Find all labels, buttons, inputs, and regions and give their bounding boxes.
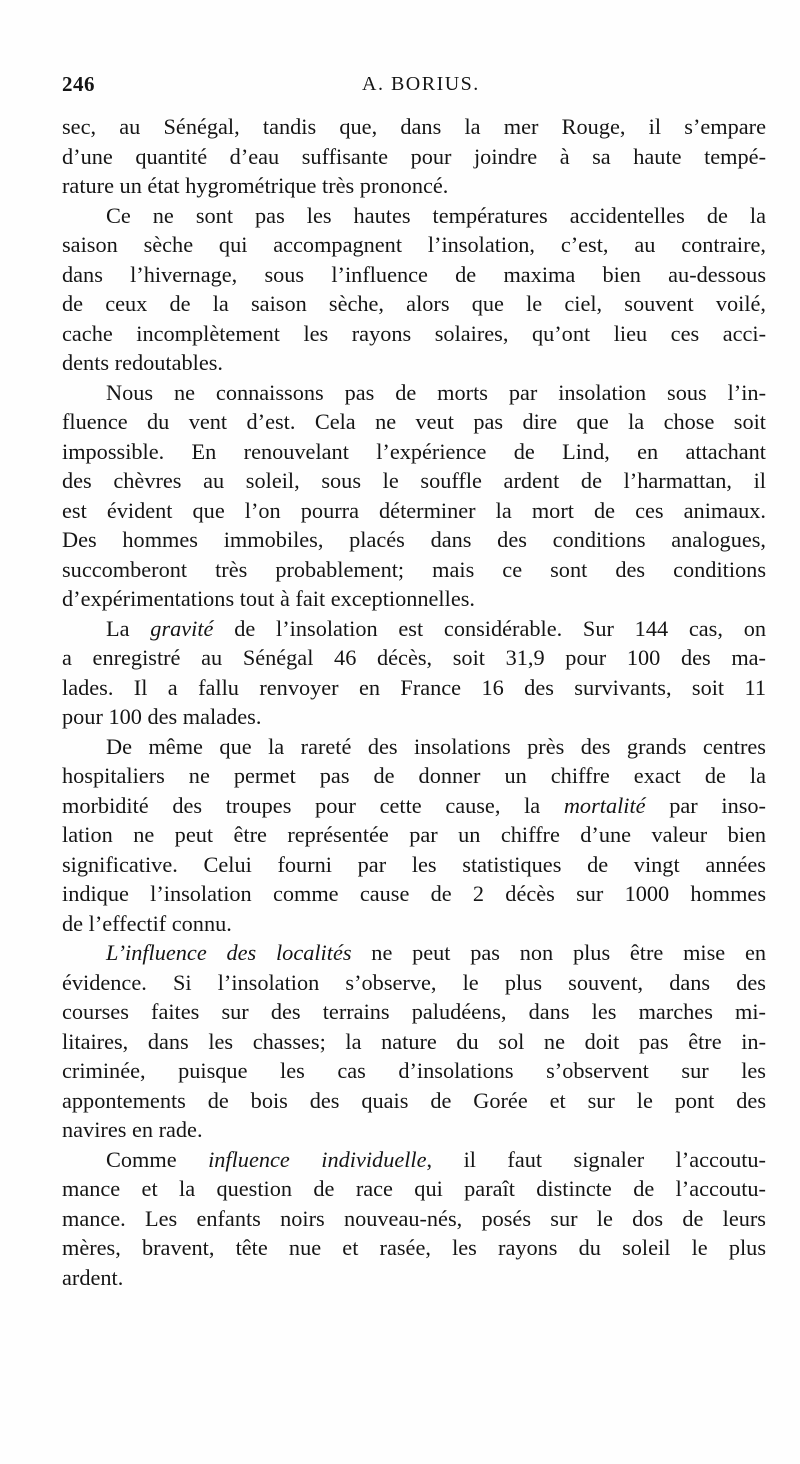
page-number: 246 bbox=[62, 72, 95, 96]
text-line: cache incomplètement les rayons solaires, qu’ont lieu ces acci- bbox=[62, 320, 766, 346]
text-line: De même que la rareté des insolations près des grands centres bbox=[106, 733, 766, 759]
text-line: appontements de bois des quais de Gorée et sur le pont des bbox=[62, 1087, 766, 1113]
text-line: impossible. En renouvelant l’expérience de Lind, en attachant bbox=[62, 438, 766, 464]
page-header bbox=[62, 72, 738, 108]
text-line: fluence du vent d’est. Cela ne veut pas dire que la chose soit bbox=[62, 409, 766, 434]
paragraph bbox=[62, 112, 766, 201]
body-text bbox=[62, 112, 766, 1292]
running-head: A. BORIUS. bbox=[362, 73, 480, 95]
paragraph bbox=[62, 1145, 766, 1293]
text-line: Comme influence individuelle, il faut signaler l’accoutu- bbox=[106, 1146, 766, 1172]
text-line: a enregistré au Sénégal 46 décès, soit 31,9 pour 100 des ma- bbox=[62, 645, 766, 670]
text-line: lades. Il a fallu renvoyer en France 16 des survivants, soit 11 bbox=[62, 674, 766, 700]
text-line: Des hommes immobiles, placés dans des conditions analogues, bbox=[62, 527, 766, 552]
text-line: d’expérimentations tout à fait exceptionnelles. bbox=[62, 586, 475, 611]
text-line: de ceux de la saison sèche, alors que le ciel, souvent voilé, bbox=[62, 291, 766, 316]
text-line: dents redoutables. bbox=[62, 350, 223, 375]
paragraph bbox=[62, 201, 766, 378]
text-line: sec, au Sénégal, tandis que, dans la mer Rouge, il s’empare bbox=[62, 114, 766, 139]
italic-text: mortalité bbox=[563, 792, 646, 818]
text-line: Ce ne sont pas les hautes températures accidentelles de la bbox=[106, 202, 766, 228]
paragraph bbox=[62, 732, 766, 939]
text-line: des chèvres au soleil, sous le souffle ardent de l’harmattan, il bbox=[62, 468, 766, 493]
text-line: est évident que l’on pourra déterminer la mort de ces animaux. bbox=[62, 497, 766, 523]
text-line: succomberont très probablement; mais ce sont des conditions bbox=[62, 556, 766, 582]
paragraph bbox=[62, 378, 766, 614]
paragraph bbox=[62, 614, 766, 732]
text-line: courses faites sur des terrains paludéens, dans les marches mi- bbox=[62, 999, 766, 1024]
text-line: L’influence des localités ne peut pas non plus être mise en bbox=[106, 940, 767, 965]
text-line: d’une quantité d’eau suffisante pour joindre à sa haute tempé- bbox=[62, 143, 766, 169]
text-line: lation ne peut être représentée par un chiffre d’une valeur bien bbox=[62, 822, 766, 847]
text-line: pour 100 des malades. bbox=[62, 704, 262, 729]
text-line: hospitaliers ne permet pas de donner un chiffre exact de la bbox=[62, 763, 766, 788]
text-line: litaires, dans les chasses; la nature du sol ne doit pas être in- bbox=[62, 1028, 766, 1054]
text-line: navires en rade. bbox=[62, 1117, 203, 1142]
text-line: significative. Celui fourni par les statistiques de vingt années bbox=[62, 851, 766, 877]
italic-text: gravité bbox=[150, 615, 214, 641]
italic-text: influence individuelle bbox=[208, 1146, 427, 1172]
text-line: rature un état hygrométrique très prononcé. bbox=[62, 173, 449, 198]
text-line: criminée, puisque les cas d’insolations s’observent sur les bbox=[62, 1058, 766, 1083]
text-line: ardent. bbox=[62, 1264, 124, 1290]
text-line: mères, bravent, tête nue et rasée, les rayons du soleil le plus bbox=[62, 1235, 766, 1260]
text-line: morbidité des troupes pour cette cause, la mortalité par inso- bbox=[62, 792, 766, 818]
text-line: évidence. Si l’insolation s’observe, le plus souvent, dans des bbox=[62, 969, 766, 995]
text-line: de l’effectif connu. bbox=[62, 910, 232, 936]
text-line: dans l’hivernage, sous l’influence de maxima bien au-dessous bbox=[62, 261, 766, 287]
text-line: mance. Les enfants noirs nouveau-nés, posés sur le dos de leurs bbox=[62, 1205, 766, 1231]
text-line: mance et la question de race qui paraît distincte de l’accoutu- bbox=[62, 1176, 766, 1201]
text-line: saison sèche qui accompagnent l’insolation, c’est, au contraire, bbox=[62, 232, 766, 257]
text-line: Nous ne connaissons pas de morts par insolation sous l’in- bbox=[106, 379, 766, 405]
text-line: La gravité de l’insolation est considérable. Sur 144 cas, on bbox=[106, 615, 767, 641]
text-line: indique l’insolation comme cause de 2 décès sur 1000 hommes bbox=[62, 881, 766, 906]
paragraph bbox=[62, 938, 766, 1145]
italic-text: L’influence des localités bbox=[106, 940, 352, 965]
